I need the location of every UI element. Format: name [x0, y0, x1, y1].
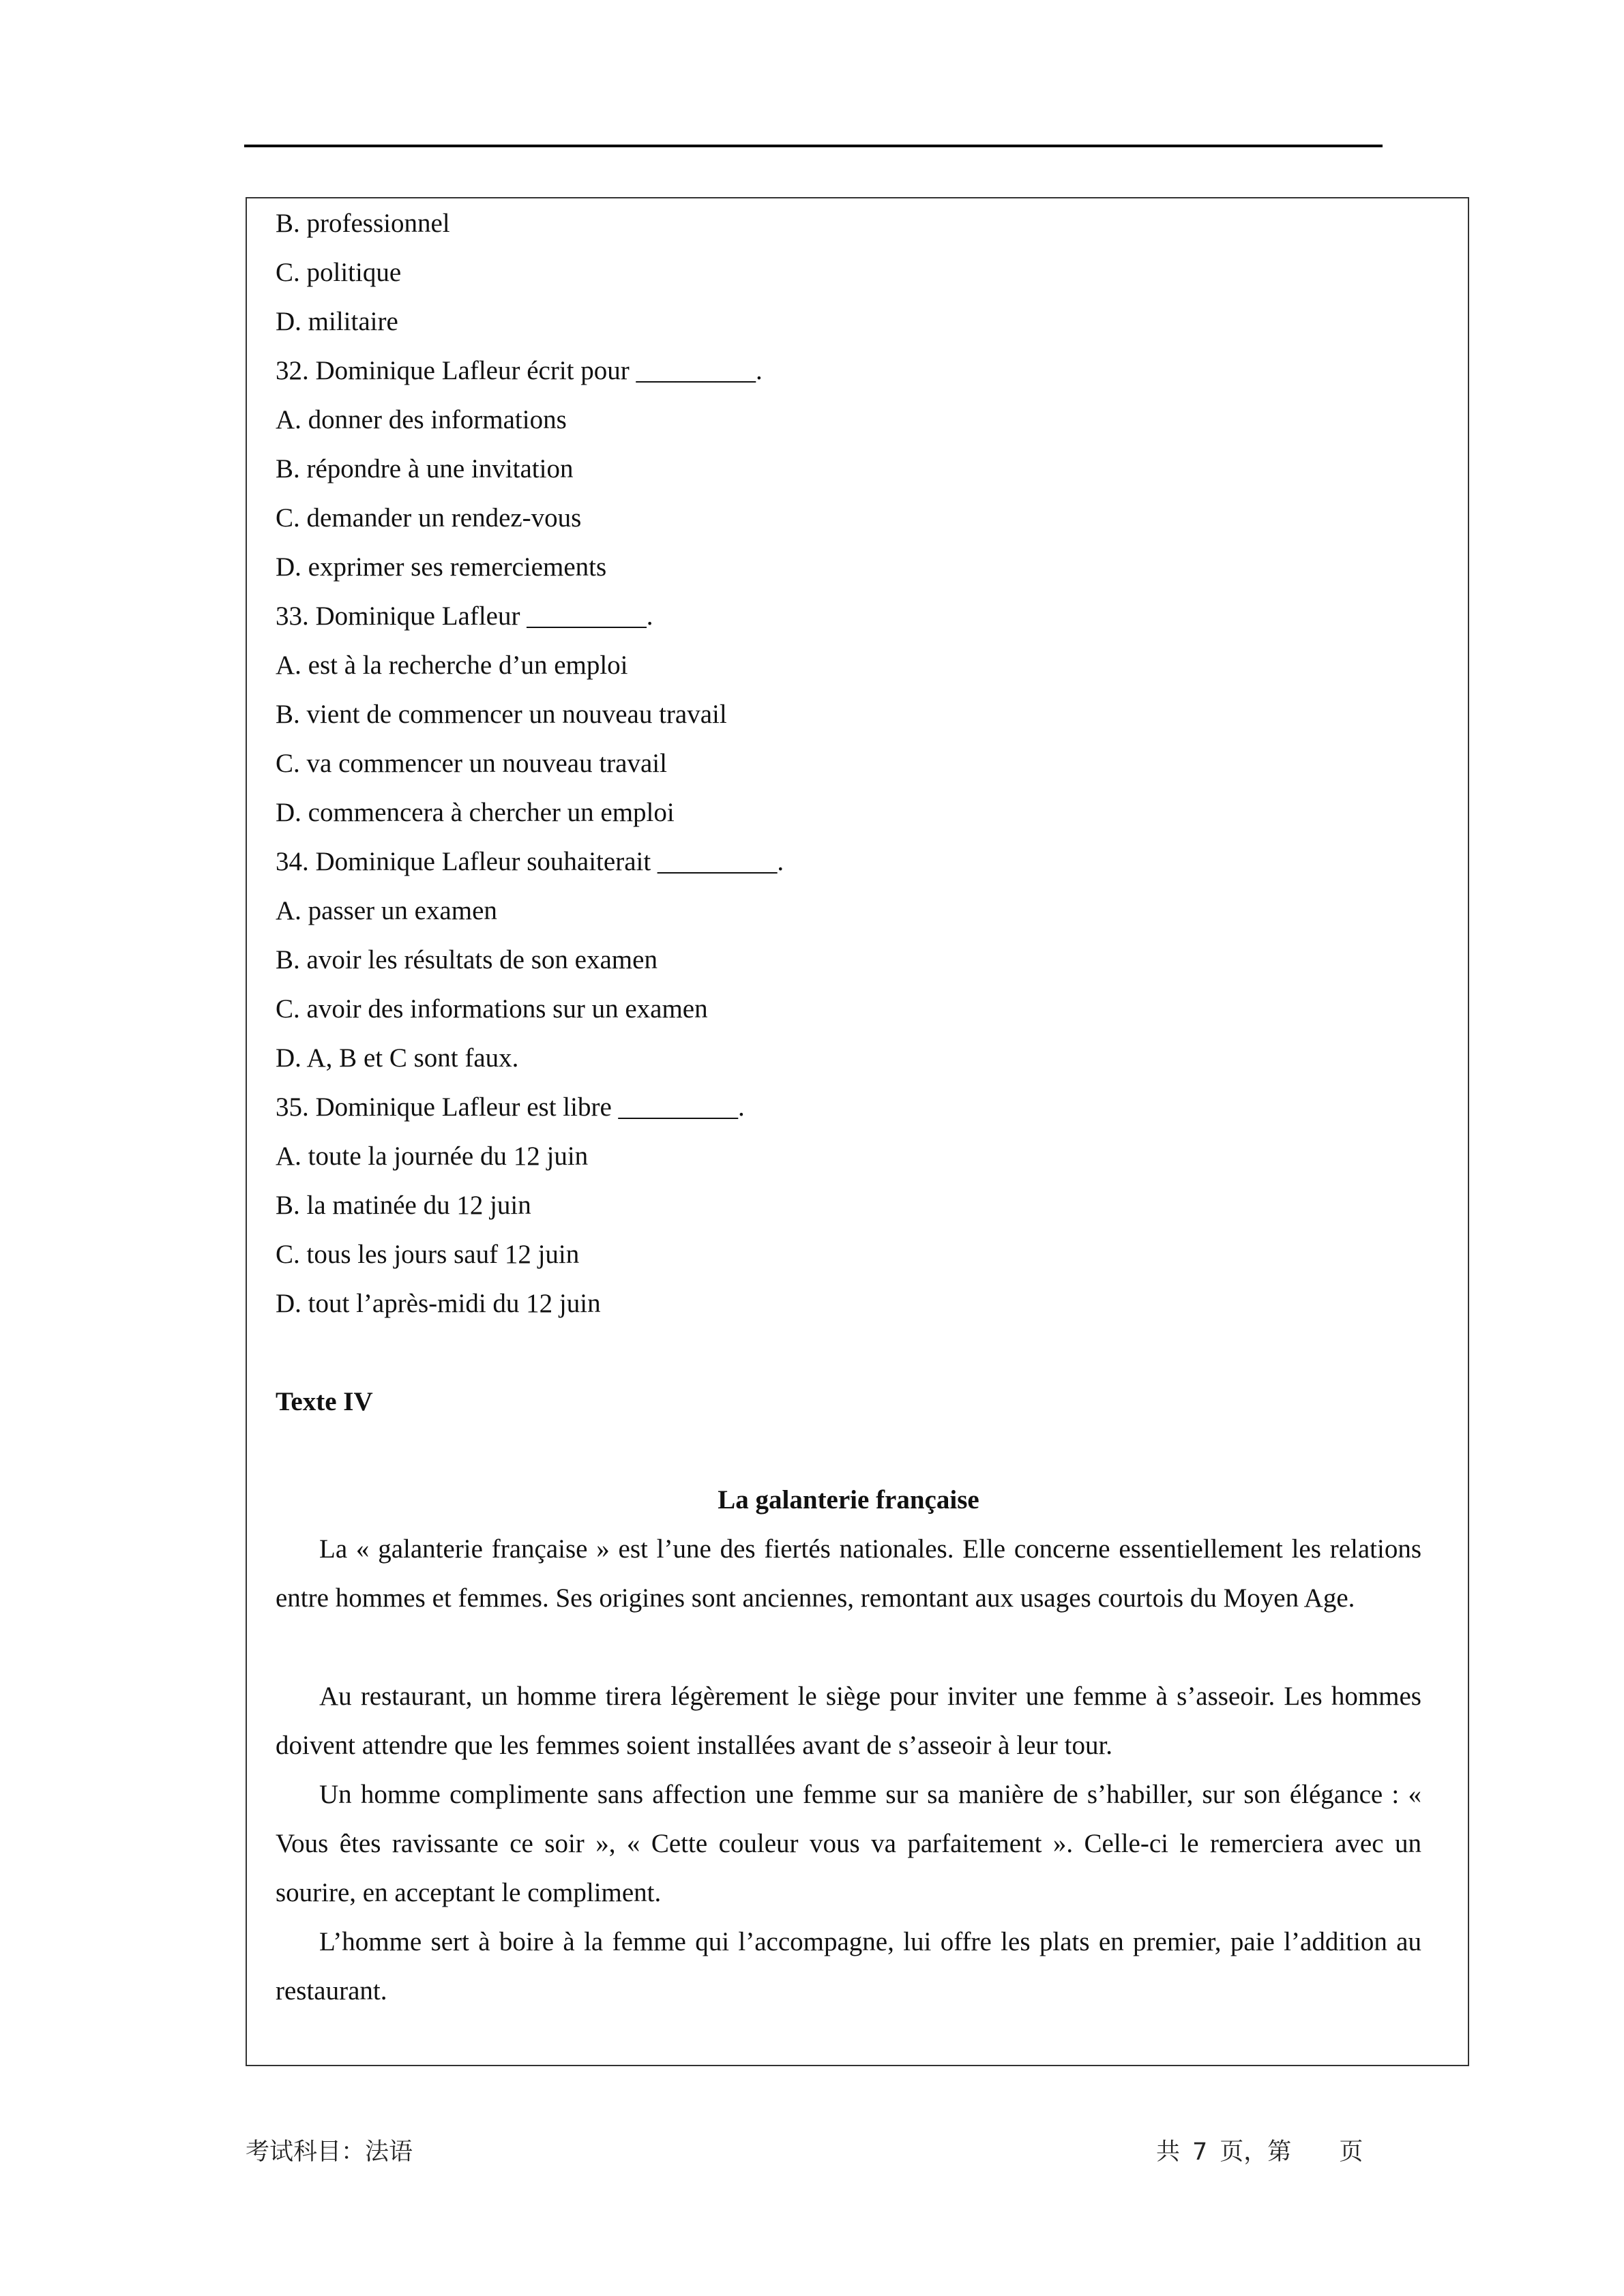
article-paragraph: Au restaurant, un homme tirera légèrement le siège pour inviter une femme à s’asseoir. Les hommes doivent attendre que les femmes soient installées avant de s’asseoir à leur tour.: [276, 1682, 1421, 1760]
footer-page-info: [1156, 2137, 1363, 2167]
article-title: La galanterie française: [718, 1485, 979, 1515]
option-line: A. donner des informations: [276, 405, 567, 434]
option-line: B. vient de commencer un nouveau travail: [276, 700, 727, 729]
footer-page-middle: 页，第: [1220, 2138, 1292, 2166]
option-line: D. commencera à chercher un emploi: [276, 798, 675, 827]
option-line: C. politique: [276, 258, 402, 287]
article-paragraph: La « galanterie française » est l’une des fiertés nationales. Elle concerne essentiellement les relations entre hommes et femmes. Ses origines sont anciennes, remontant aux usages courtois du Moyen Age.: [276, 1534, 1421, 1613]
question-35: 35. Dominique Lafleur est libre _________.: [276, 1092, 745, 1122]
question-34: 34. Dominique Lafleur souhaiterait _________.: [276, 847, 784, 876]
option-line: A. est à la recherche d’un emploi: [276, 651, 628, 680]
option-line: C. demander un rendez-vous: [276, 503, 582, 533]
section-title: Texte IV: [276, 1387, 373, 1416]
option-line: B. répondre à une invitation: [276, 454, 574, 483]
footer-total-pages: 7: [1192, 2138, 1208, 2166]
option-line: A. passer un examen: [276, 896, 497, 925]
header-rule: [244, 145, 1383, 147]
option-line: C. avoir des informations sur un examen: [276, 994, 708, 1024]
article-paragraph: L’homme sert à boire à la femme qui l’accompagne, lui offre les plats en premier, paie l’addition au restaurant.: [276, 1927, 1421, 2006]
option-line: B. la matinée du 12 juin: [276, 1191, 531, 1220]
option-line: D. exprimer ses remerciements: [276, 552, 607, 582]
option-line: A. toute la journée du 12 juin: [276, 1142, 589, 1171]
option-line: C. va commencer un nouveau travail: [276, 749, 667, 778]
question-32: 32. Dominique Lafleur écrit pour _________.: [276, 356, 763, 385]
option-line: B. avoir les résultats de son examen: [276, 945, 658, 974]
footer-total-prefix: 共: [1156, 2138, 1181, 2166]
question-33: 33. Dominique Lafleur _________.: [276, 601, 653, 631]
option-line: C. tous les jours sauf 12 juin: [276, 1240, 580, 1269]
footer-subject: 考试科目：法语: [246, 2138, 413, 2166]
option-line: D. militaire: [276, 307, 398, 336]
footer-page-suffix: 页: [1339, 2138, 1363, 2166]
option-line: D. A, B et C sont faux.: [276, 1043, 519, 1073]
option-line: B. professionnel: [276, 209, 450, 238]
article-paragraph: Un homme complimente sans affection une femme sur sa manière de s’habiller, sur son élégance : « Vous êtes ravissante ce soir », « Cette couleur vous va parfaitement ». Celle-ci le remerciera avec un sourire, en acceptant le compliment.: [276, 1780, 1421, 1907]
option-line: D. tout l’après-midi du 12 juin: [276, 1289, 601, 1318]
